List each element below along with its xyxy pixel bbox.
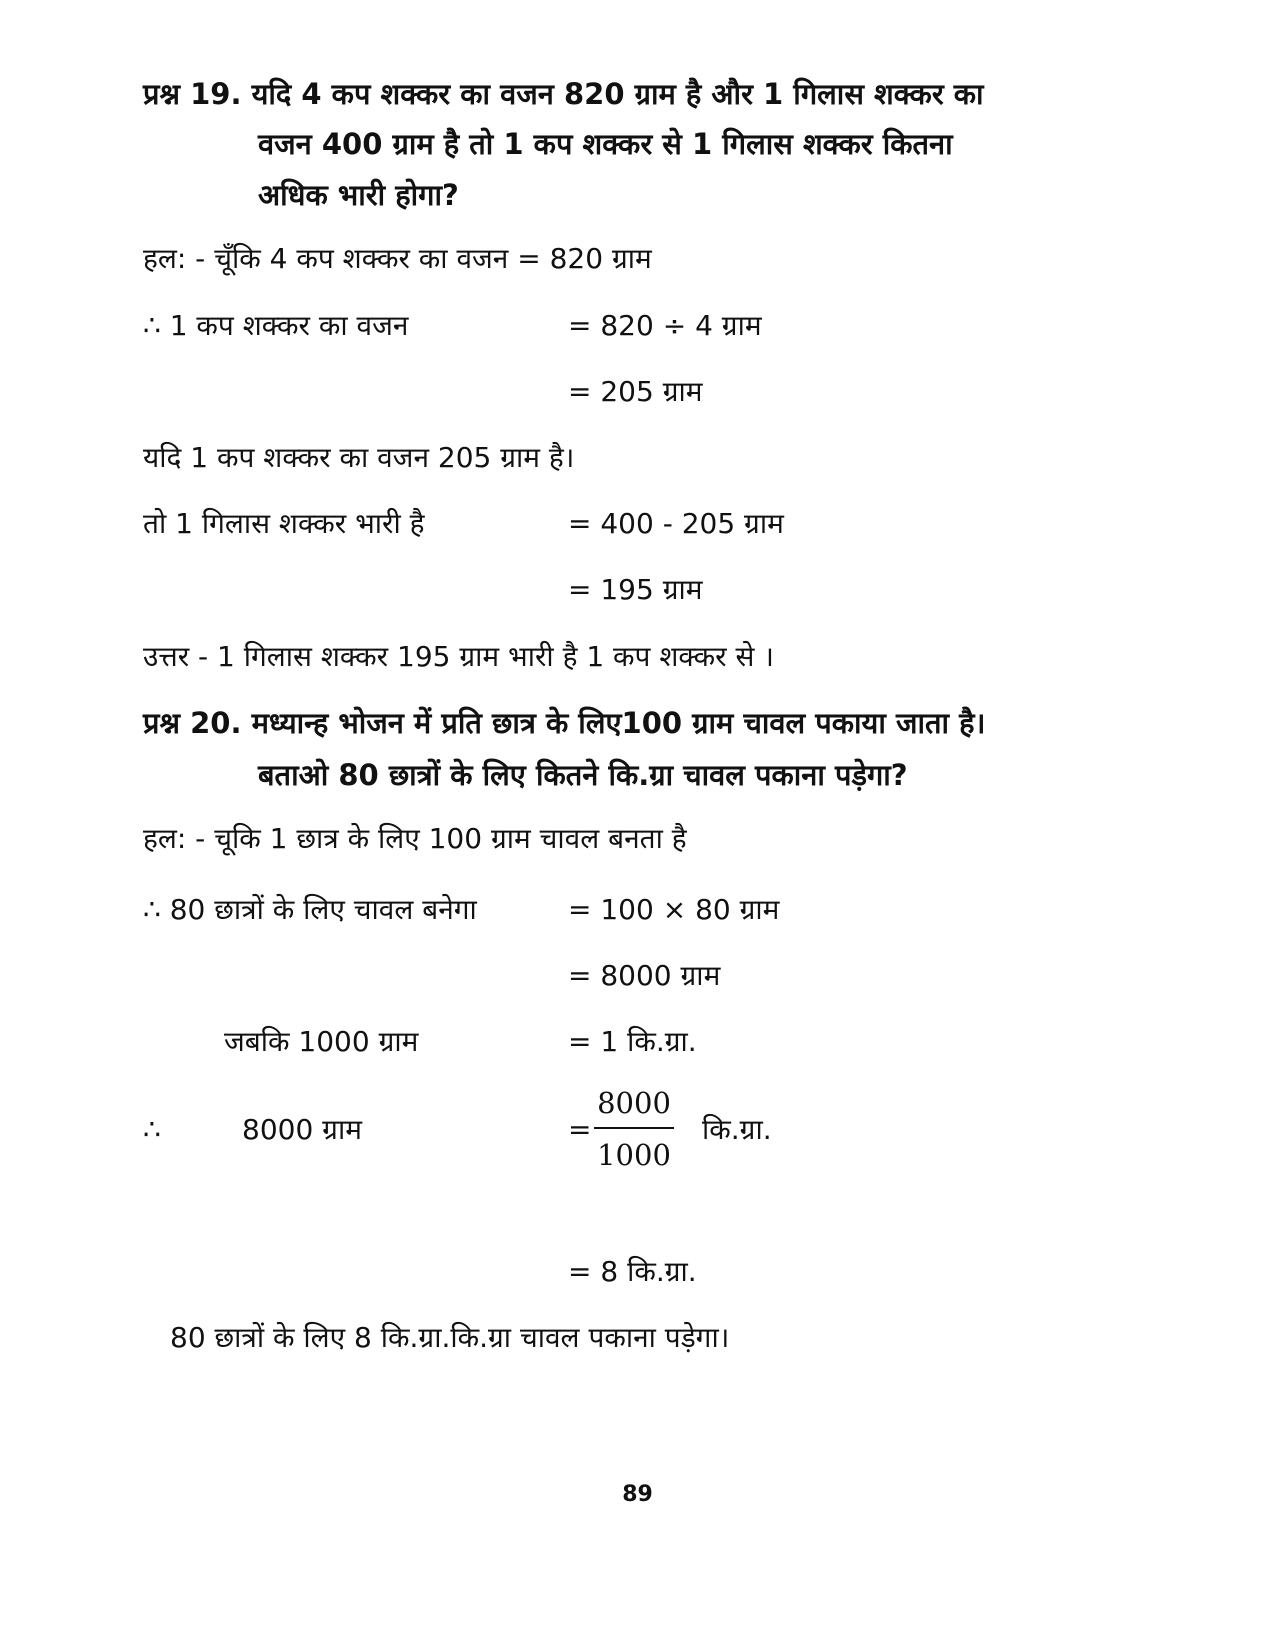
solution-19-row-5-right [568,504,784,544]
question-19-text-1: प्रश्न 19. यदि 4 कप शक्कर का वजन 820 ग्राम है और 1 गिलास शक्कर का [143,77,984,111]
solution-20-row-5-unit [702,1110,772,1150]
solution-19-row-2-right [568,306,762,346]
question-19-line-3 [258,175,459,215]
question-19-text-2: वजन 400 ग्राम है तो 1 कप शक्कर से 1 गिलास शक्कर कितना [258,127,953,161]
equals-sign: = [568,1113,592,1146]
solution-19-row-2-value: = 820 ÷ 4 ग्राम [568,309,762,342]
solution-19-row-4-text: यदि 1 कप शक्कर का वजन 205 ग्राम है। [143,441,575,474]
solution-19-row-2-label: ∴ 1 कप शक्कर का वजन [143,309,409,342]
solution-20-row-2-right [568,890,779,930]
answer-20-text: 80 छात्रों के लिए 8 कि.ग्रा.कि.ग्रा चावल पकाना पड़ेगा। [170,1321,730,1354]
question-20-line-1 [143,703,986,743]
page-number [0,1482,1275,1507]
solution-20-row-5-label: 8000 ग्राम [242,1113,362,1146]
solution-20-row-3-value: = 8000 ग्राम [568,959,721,992]
answer-19 [143,637,774,677]
solution-20-row-1 [143,819,687,859]
solution-20-row-5-eq [568,1110,591,1150]
solution-19-row-1 [143,239,652,279]
solution-19-row-6-right [568,570,703,610]
fraction-bar [594,1127,674,1129]
question-19-line-1 [143,74,1073,114]
solution-20-row-4-label: जबकि 1000 ग्राम [224,1025,419,1058]
fraction-denominator: 1000 [597,1138,671,1172]
fraction-numerator: 8000 [597,1086,671,1120]
solution-19-row-1-text: हल: - चूँकि 4 कप शक्कर का वजन = 820 ग्राम [143,242,652,275]
solution-20-row-6-value: = 8 कि.ग्रा. [568,1255,697,1288]
answer-19-text: उत्तर - 1 गिलास शक्कर 195 ग्राम भारी है 1 कप शक्कर से । [143,640,774,673]
solution-19-row-5-left [143,504,424,544]
question-19-text-3: अधिक भारी होगा? [258,178,459,212]
solution-20-row-6-right [568,1252,697,1292]
therefore-symbol: ∴ [143,1113,161,1146]
solution-19-row-3-value: = 205 ग्राम [568,375,703,408]
question-19-line-2 [258,124,1073,164]
question-20-text-2: बताओ 80 छात्रों के लिए कितने कि.ग्रा चावल पकाना पड़ेगा? [258,758,908,792]
solution-20-row-2-value: = 100 × 80 ग्राम [568,893,780,926]
question-20-text-1: प्रश्न 20. मध्यान्ह भोजन में प्रति छात्र के लिए100 ग्राम चावल पकाया जाता है। [143,706,986,740]
answer-20 [170,1318,729,1358]
solution-20-row-3-right [568,956,720,996]
solution-19-row-4 [143,438,574,478]
question-20-line-2 [258,755,908,795]
solution-19-row-6-value: = 195 ग्राम [568,573,703,606]
solution-20-row-5-unit-text: कि.ग्रा. [702,1113,772,1146]
page-number-text: 89 [622,1482,653,1507]
solution-19-row-5-value: = 400 - 205 ग्राम [568,507,784,540]
solution-20-row-2-label: ∴ 80 छात्रों के लिए चावल बनेगा [143,893,477,926]
solution-19-row-3-right [568,372,703,412]
solution-20-row-4-right [568,1022,697,1062]
solution-20-row-1-text: हल: - चूकि 1 छात्र के लिए 100 ग्राम चावल बनता है [143,822,687,855]
solution-20-row-5-left [242,1110,362,1150]
solution-19-row-5-label: तो 1 गिलास शक्कर भारी है [143,507,425,540]
solution-20-row-4-value: = 1 कि.ग्रा. [568,1025,697,1058]
solution-20-row-5-therefore [143,1110,161,1150]
solution-20-row-2-left [143,890,477,930]
fraction [594,1085,674,1173]
solution-19-row-2-left [143,306,408,346]
solution-20-row-4-left [224,1022,418,1062]
